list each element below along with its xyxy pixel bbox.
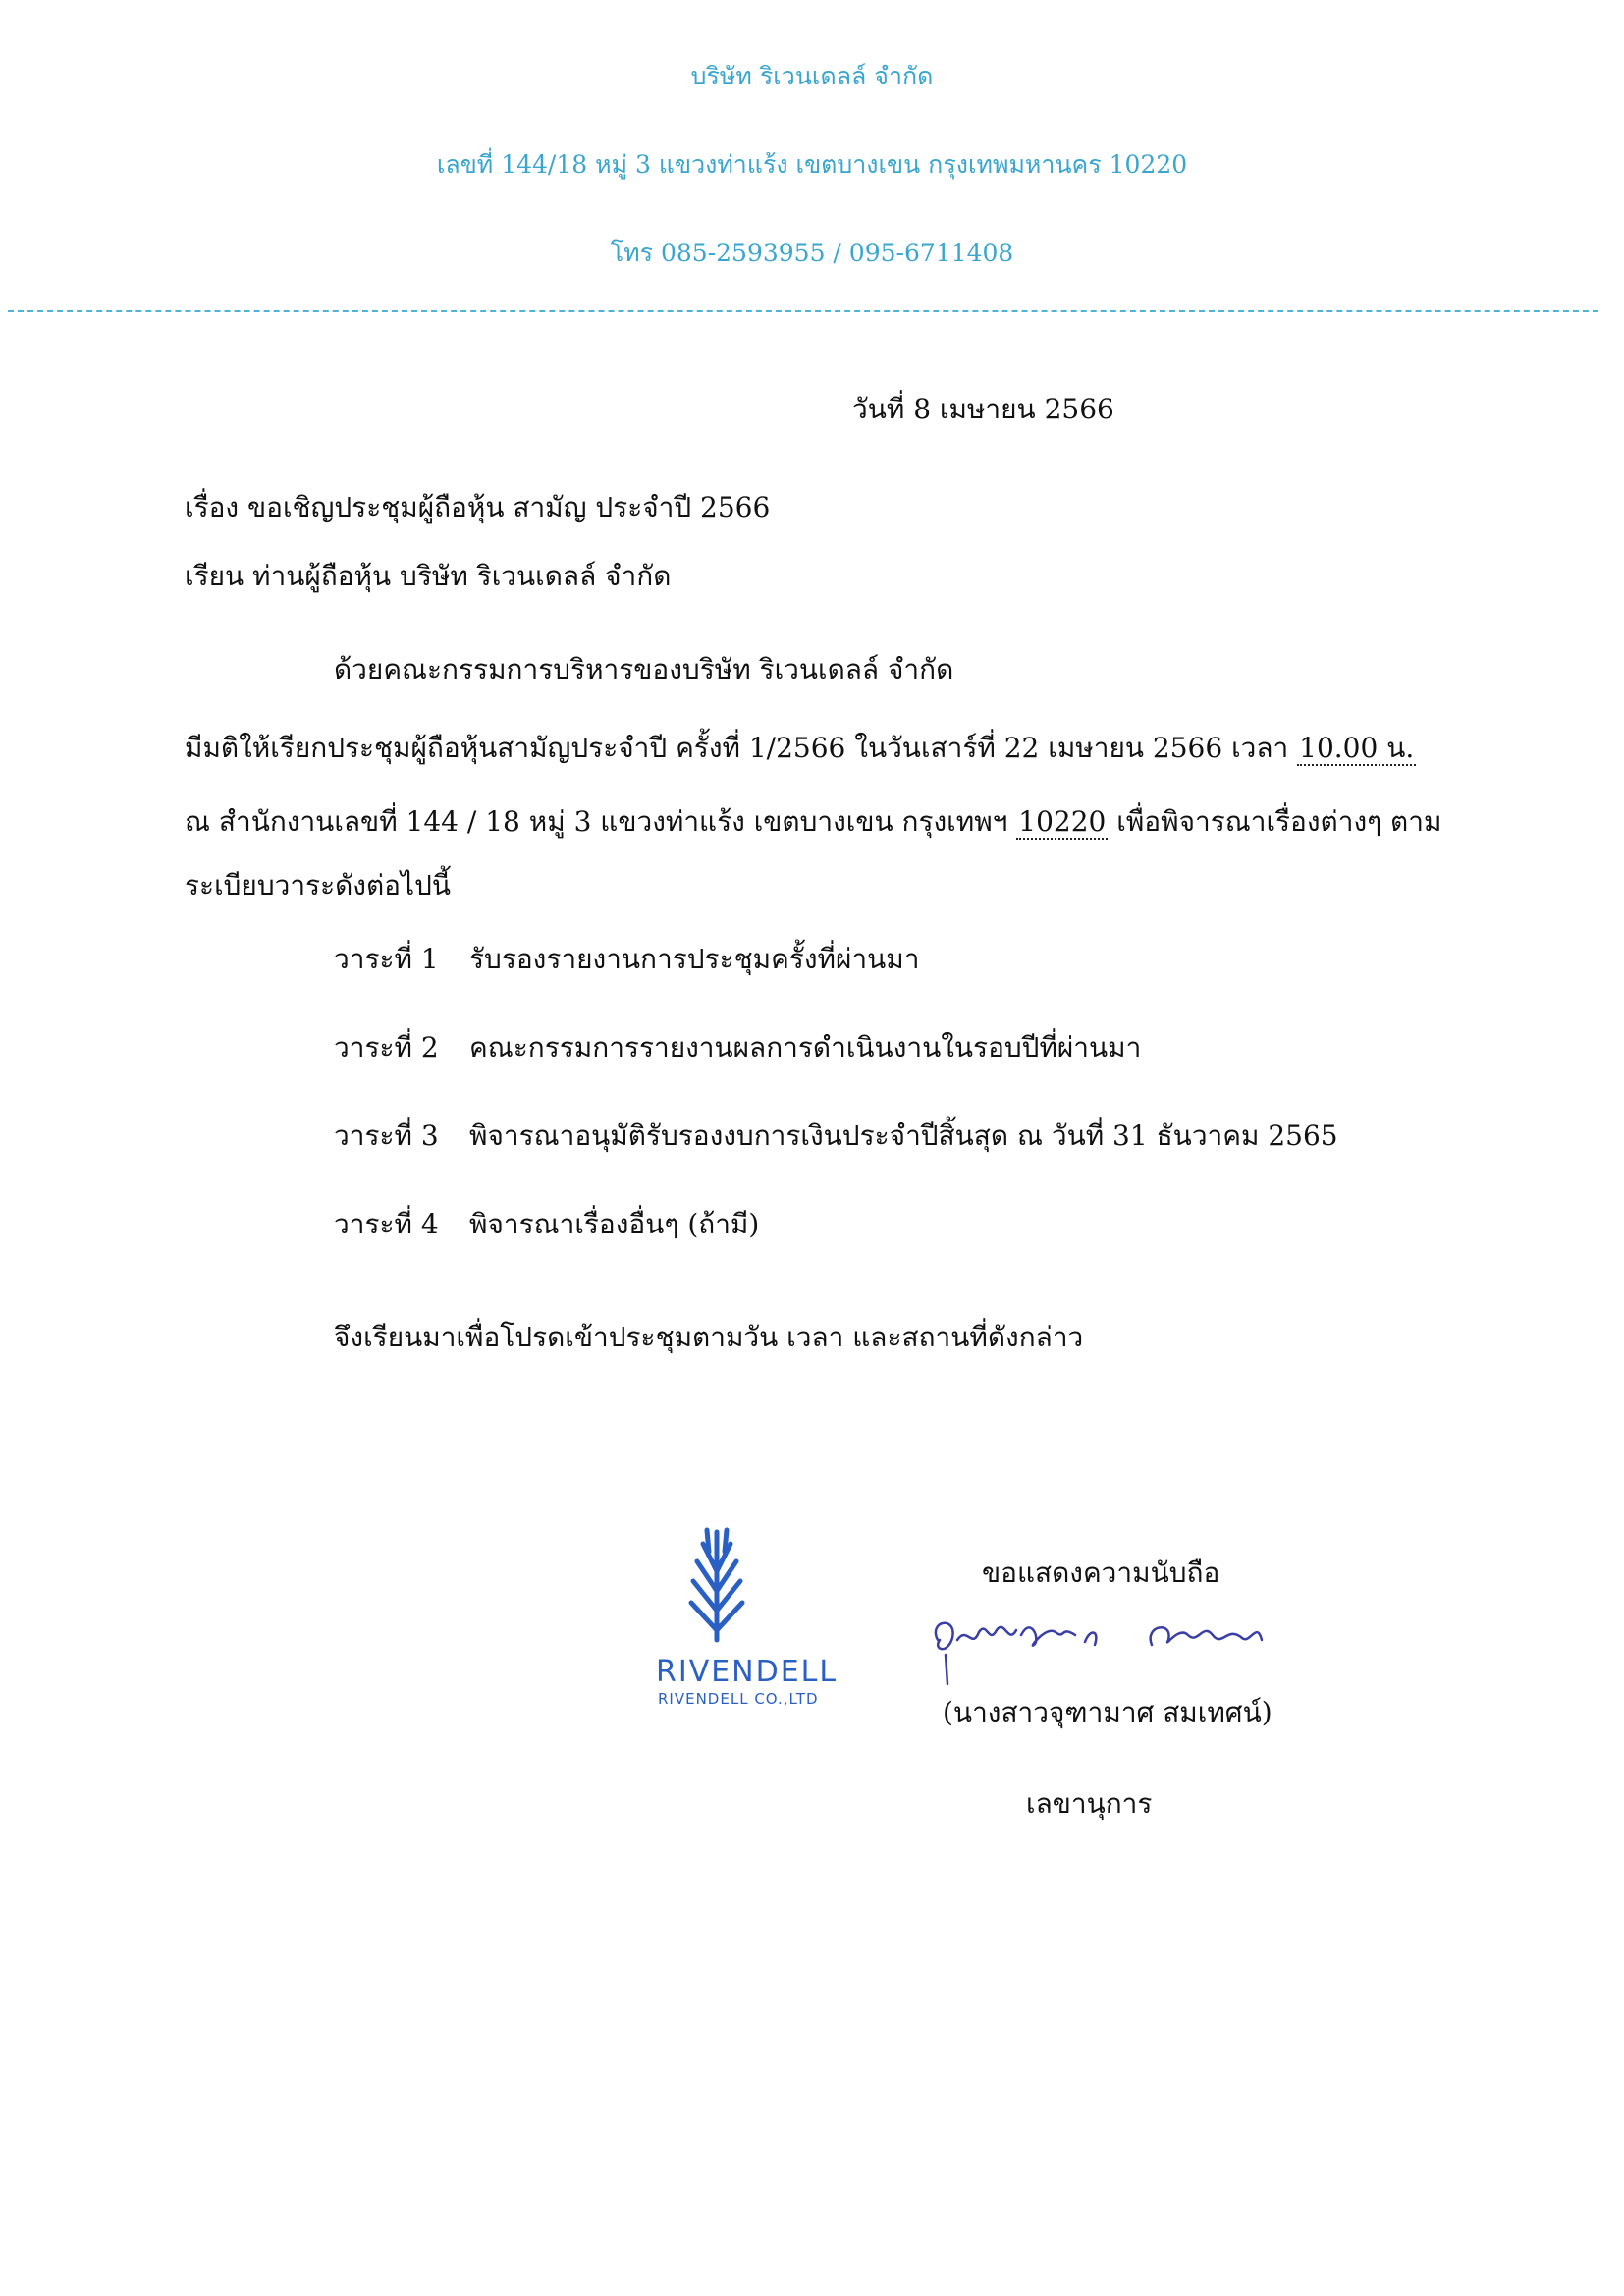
body-paragraph-3 <box>185 800 1441 844</box>
body-paragraph-4: ระเบียบวาระดังต่อไปนี้ <box>185 869 451 902</box>
agenda-text: พิจารณาอนุมัติรับรองงบการเงินประจำปีสิ้นสุด ณ วันที่ 31 ธันวาคม 2565 <box>469 1120 1338 1152</box>
meeting-location: ณ สำนักงานเลขที่ 144 / 18 หมู่ 3 แขวงท่าแร้ง เขตบางเขน กรุงเทพฯ <box>185 805 1017 838</box>
letter-date: วันที่ 8 เมษายน 2566 <box>852 393 1114 425</box>
agenda-item <box>334 1203 759 1246</box>
letter-recipient: เรียน ท่านผู้ถือหุ้น บริษัท ริเวนเดลล์ จำกัด <box>185 560 672 592</box>
body-paragraph-2 <box>185 727 1416 770</box>
meeting-purpose: เพื่อพิจารณาเรื่องต่างๆ ตาม <box>1108 805 1442 838</box>
letter-subject: เรื่อง ขอเชิญประชุมผู้ถือหุ้น สามัญ ประจำปี 2566 <box>185 491 771 523</box>
stamp-company: RIVENDELL CO.,LTD <box>658 1690 819 1708</box>
agenda-item <box>334 1026 1141 1069</box>
agenda-item <box>334 1115 1338 1158</box>
body-paragraph-1: ด้วยคณะกรรมการบริหารของบริษัท ริเวนเดลล์ จำกัด <box>334 653 954 685</box>
company-address: เลขที่ 144/18 หมู่ 3 แขวงท่าแร้ง เขตบางเขน กรุงเทพมหานคร 10220 <box>436 150 1188 179</box>
meeting-time: 10.00 น. <box>1299 732 1415 764</box>
signatory-position: เลขานุการ <box>1026 1787 1153 1820</box>
agenda-number: วาระที่ 3 <box>334 1120 439 1152</box>
company-stamp <box>648 1512 884 1719</box>
meeting-details: มีมติให้เรียกประชุมผู้ถือหุ้นสามัญประจำปี ครั้งที่ 1/2566 ในวันเสาร์ที่ 22 เมษายน 2566 เวลา <box>185 732 1289 764</box>
closing-line: จึงเรียนมาเพื่อโปรดเข้าประชุมตามวัน เวลา และสถานที่ดังกล่าว <box>334 1321 1084 1353</box>
agenda-text: รับรองรายงานการประชุมครั้งที่ผ่านมา <box>469 943 920 975</box>
agenda-number: วาระที่ 1 <box>334 943 439 975</box>
signature-regards: ขอแสดงความนับถือ <box>982 1557 1220 1589</box>
agenda-text: คณะกรรมการรายงานผลการดำเนินงานในรอบปีที่ผ่านมา <box>469 1031 1142 1064</box>
signatory-name: (นางสาวจุฑามาศ สมเทศน์) <box>943 1696 1272 1728</box>
company-name: บริษัท ริเวนเดลล์ จำกัด <box>690 62 934 90</box>
company-phone: โทร 085-2593955 / 095-6711408 <box>610 239 1014 267</box>
agenda-text: พิจารณาเรื่องอื่นๆ (ถ้ามี) <box>469 1208 760 1240</box>
meeting-zip: 10220 <box>1018 805 1107 838</box>
letterhead-divider <box>8 310 1598 312</box>
stamp-brand: RIVENDELL <box>656 1655 839 1689</box>
handwritten-signature <box>918 1611 1291 1699</box>
agenda-number: วาระที่ 2 <box>334 1031 439 1064</box>
agenda-number: วาระที่ 4 <box>334 1208 439 1240</box>
agenda-item <box>334 938 919 981</box>
plant-logo-icon <box>691 1530 742 1640</box>
